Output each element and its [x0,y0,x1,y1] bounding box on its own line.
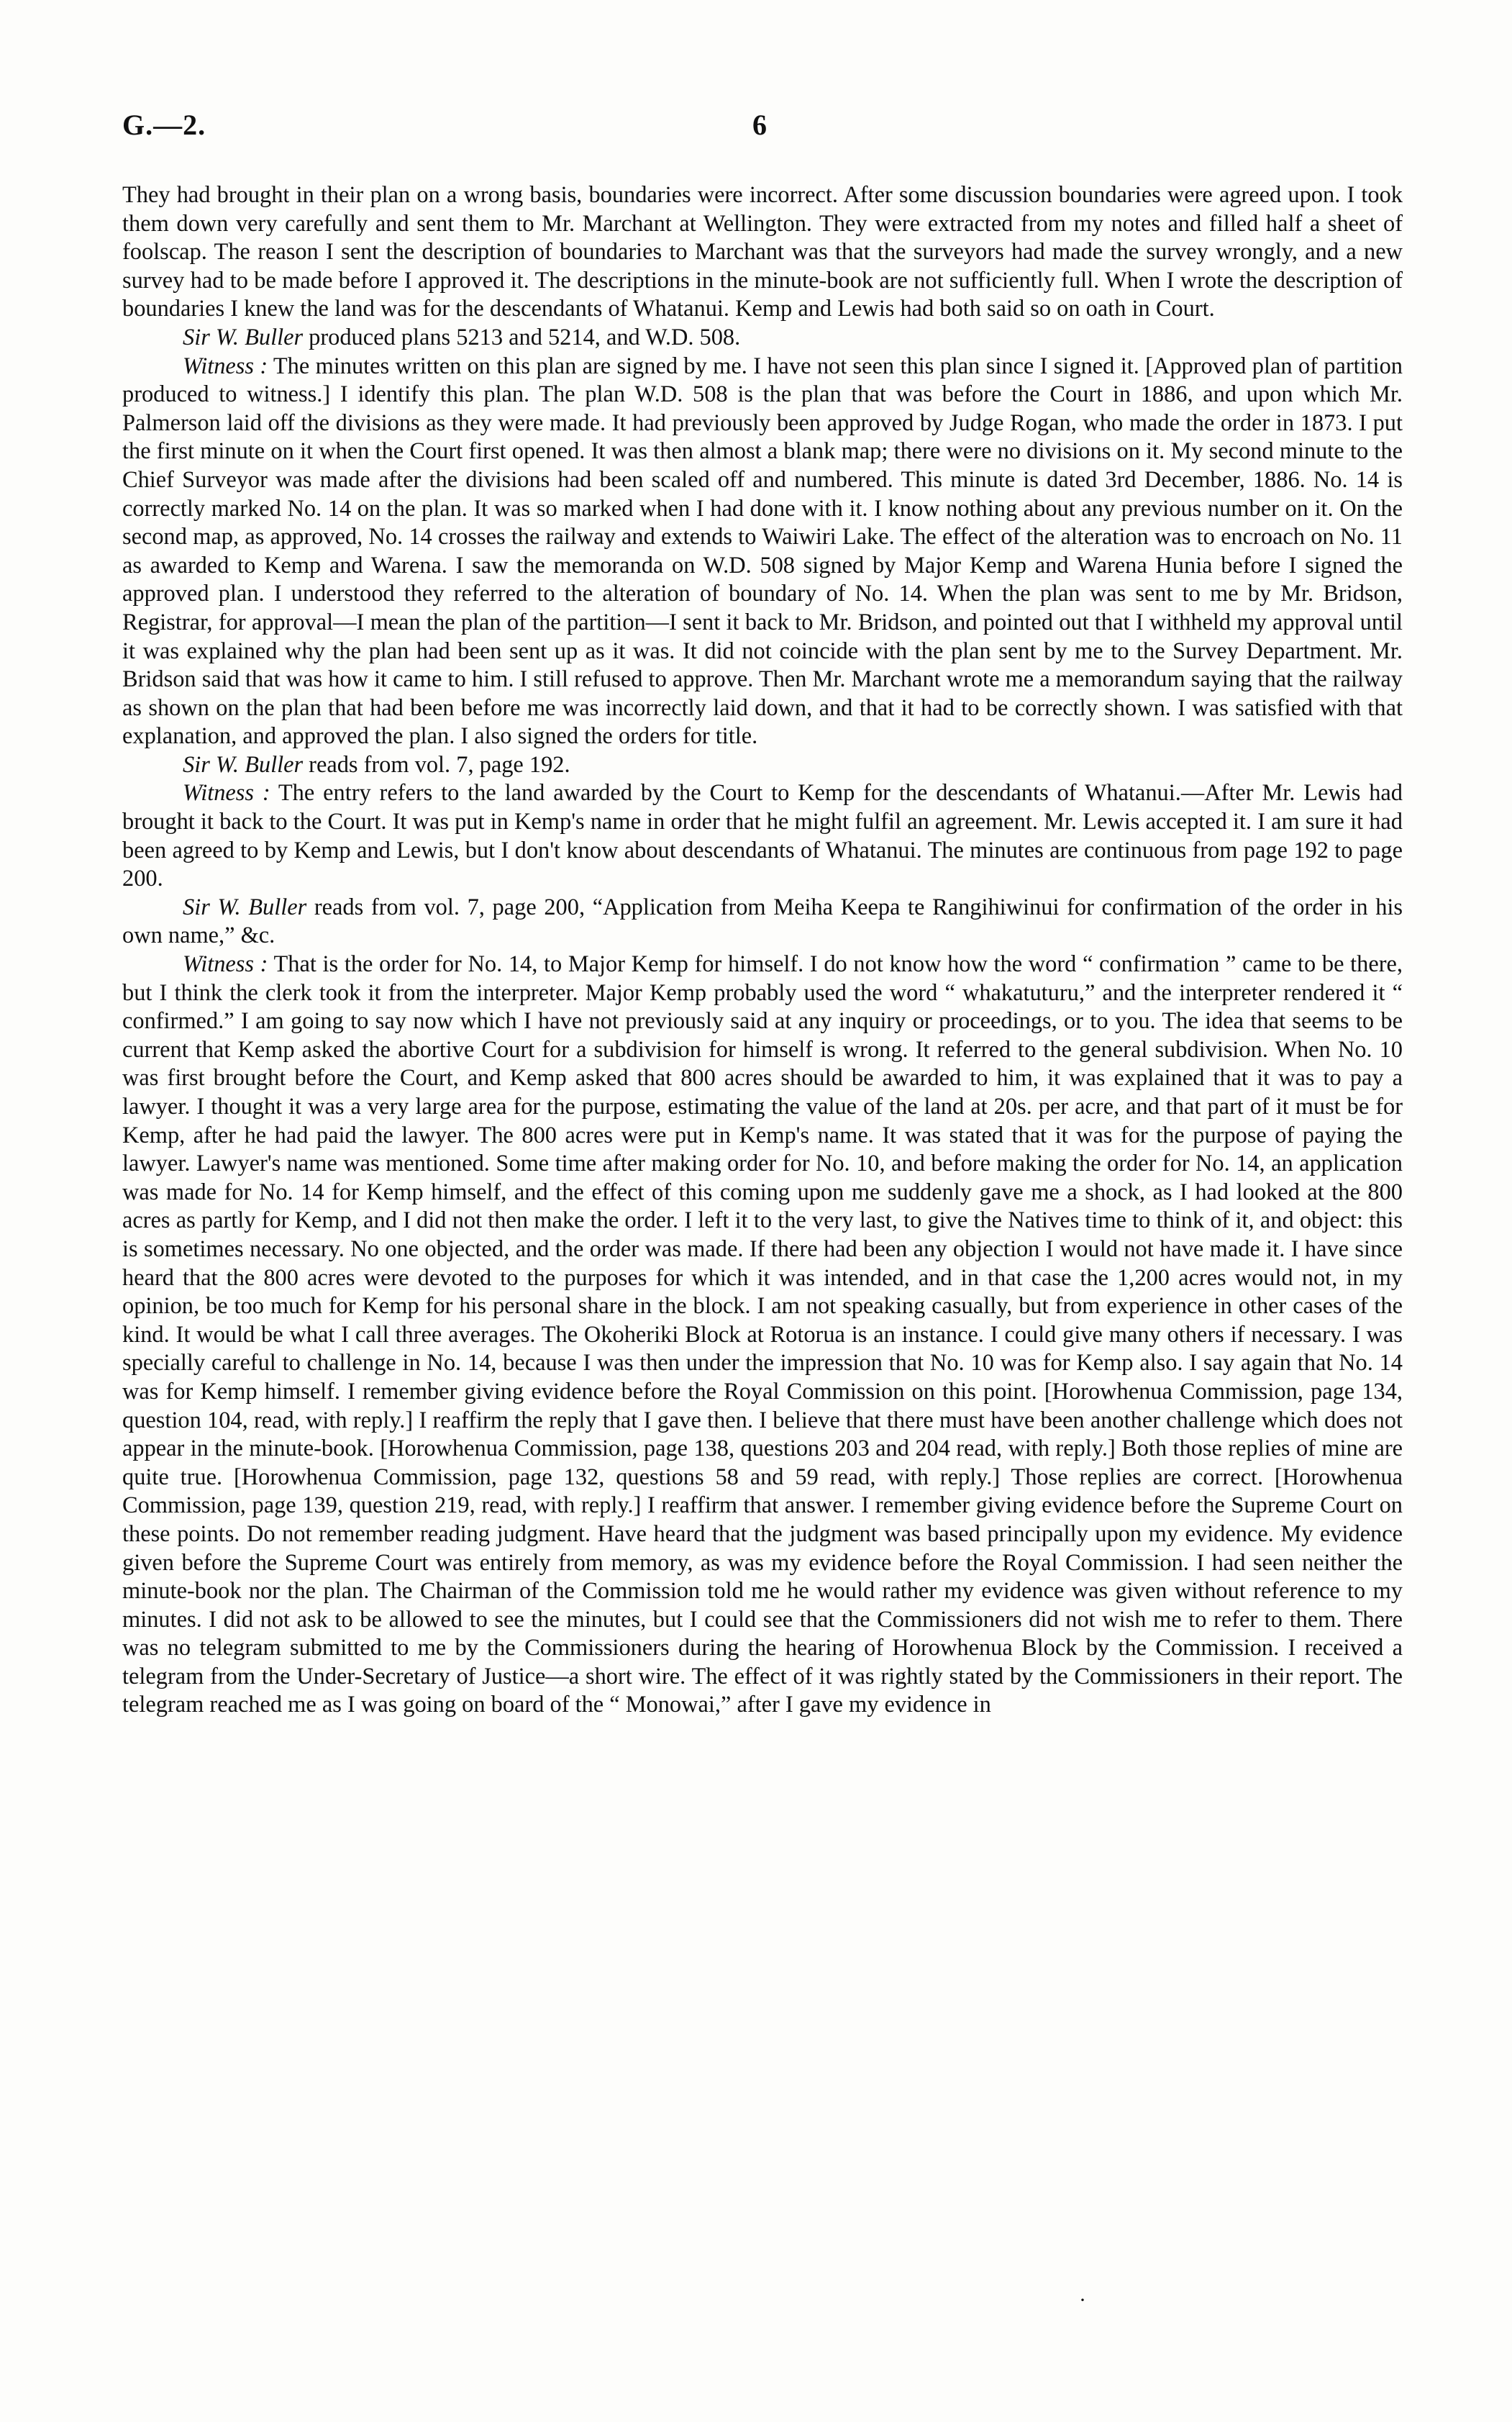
paragraph [122,181,1403,324]
paragraph [122,894,1403,951]
paragraph [122,751,1403,780]
paragraph [122,324,1403,353]
paragraph [122,779,1403,893]
document-reference: G.—2. [122,109,206,141]
paragraph-text: The entry refers to the land awarded by the Court to Kemp for the descendants of Whatanui.—After Mr. Lewis had brought it back to the Court. It was put in Kemp's name in order that he might fulfil an agreement. Mr. Lewis accepted it. I am sure it had been agreed to by Kemp and Lewis, but I don't know about descendants of Whatanui. The minutes are continuous from page 192 to page 200. [122,780,1403,892]
paragraph-text: They had brought in their plan on a wrong basis, boundaries were incorrect. After some discussion boundaries were agreed upon. I took them down very carefully and sent them to Mr. Marchant at Wellington. They were extracted from my notes and filled half a sheet of foolscap. The reason I sent the description of boundaries to Marchant was that the surveyors had made the survey wrongly, and a new survey had to be made before I approved it. The descriptions in the minute-book are not sufficiently full. When I wrote the description of boundaries I knew the land was for the descendants of Whatanui. Kemp and Lewis had both said so on oath in Court. [122,182,1403,322]
paragraph-text: produced plans 5213 and 5214, and W.D. 508. [303,324,741,350]
paragraph-text: reads from vol. 7, page 192. [303,751,570,778]
page-header [122,108,1403,151]
paragraph-text: reads from vol. 7, page 200, “Application from Meiha Keepa te Rangihiwinui for confirmation of the order in his own name,” &c. [122,894,1403,949]
paragraph [122,951,1403,1720]
stray-ink-mark: · [1079,2288,1086,2312]
body-text [122,181,1403,1720]
speaker-label: Sir W. Buller [183,751,304,778]
speaker-label: Sir W. Buller [183,324,304,350]
paragraph-text: The minutes written on this plan are signed by me. I have not seen this plan since I signed it. [Approved plan of partition produced to witness.] I identify this plan. The plan W.D. 508 is the plan that was before the Court in 1886, and upon which Mr. Palmerson laid off the divisions as they were made. It had previously been approved by Judge Rogan, who made the order in 1873. I put the first minute on it when the Court first opened. It was then almost a blank map; there were no divisions on it. My second minute to the Chief Surveyor was made after the divisions had been scaled off and numbered. This minute is dated 3rd December, 1886. No. 14 is correctly marked No. 14 on the plan. It was so marked when I had done with it. I know nothing about any previous number on it. On the second map, as approved, No. 14 crosses the railway and extends to Waiwiri Lake. The effect of the alteration was to encroach on No. 11 as awarded to Kemp and Warena. I saw the memoranda on W.D. 508 signed by Major Kemp and Warena Hunia before I signed the approved plan. I understood they referred to the alteration of boundary of No. 14. When the plan was sent to me by Mr. Bridson, Registrar, for approval—I mean the plan of the partition—I sent it back to Mr. Bridson, and pointed out that I withheld my approval until it was explained why the plan had been sent up as it was. It did not coincide with the plan sent by me to the Survey Department. Mr. Bridson said that was how it came to him. I still refused to approve. Then Mr. Marchant wrote me a memorandum saying that the railway as shown on the plan that had been before me was incorrectly laid down, and that it had to be correctly shown. I was satisfied with that explanation, and approved the plan. I also signed the orders for title. [122,353,1403,750]
paragraph-text: That is the order for No. 14, to Major Kemp for himself. I do not know how the word “ confirmation ” came to be there, but I think the clerk took it from the interpreter. Major Kemp probably used the word “ whakatuturu,” and the interpreter rendered it “ confirmed.” I am going to say now which I have not previously said at any inquiry or proceedings, or to you. The idea that seems to be current that Kemp asked the abortive Court for a subdivision for himself is wrong. It referred to the general subdivision. When No. 10 was first brought before the Court, and Kemp asked that 800 acres should be awarded to him, it was explained that it was to pay a lawyer. I thought it was a very large area for the purpose, estimating the value of the land at 20s. per acre, and that part of it must be for Kemp, after he had paid the lawyer. The 800 acres were put in Kemp's name. It was stated that it was for the purpose of paying the lawyer. Lawyer's name was mentioned. Some time after making order for No. 10, and before making the order for No. 14, an application was made for No. 14 for Kemp himself, and the effect of this coming upon me suddenly gave me a shock, as I had looked at the 800 acres as partly for Kemp, and I did not then make the order. I left it to the very last, to give the Natives time to think of it, and object: this is sometimes necessary. No one objected, and the order was made. If there had been any objection I would not have made it. I have since heard that the 800 acres were devoted to the purposes for which it was intended, and in that case the 1,200 acres would not, in my opinion, be too much for Kemp for his personal share in the block. I am not speaking casually, but from experience in other cases of the kind. It would be what I call three averages. The Okoheriki Block at Rotorua is an instance. I could give many others if necessary. I was specially careful to challenge in No. 14, because I was then under the impression that No. 10 was for Kemp also. I say again that No. 14 was for Kemp himself. I remember giving evidence before the Royal Commission on this point. [Horowhenua Commission, page 134, question 104, read, with reply.] I reaffirm the reply that I gave then. I believe that there must have been another challenge which does not appear in the minute-book. [Horowhenua Commission, page 138, questions 203 and 204 read, with reply.] Both those replies of mine are quite true. [Horowhenua Commission, page 132, questions 58 and 59 read, with reply.] Those replies are correct. [Horowhenua Commission, page 139, question 219, read, with reply.] I reaffirm that answer. I remember giving evidence before the Supreme Court on these points. Do not remember reading judgment. Have heard that the judgment was based principally upon my evidence. My evidence given before the Supreme Court was entirely from memory, as was my evidence before the Royal Commission. I had seen neither the minute-book nor the plan. The Chairman of the Commission told me he would rather my evidence was given without reference to my minutes. I did not ask to be allowed to see the minutes, but I could see that the Commissioners did not wish me to refer to them. There was no telegram submitted to me by the Commissioners during the hearing of Horowhenua Block by the Commission. I received a telegram from the Under-Secretary of Justice—a short wire. The effect of it was rightly stated by the Commissioners in their report. The telegram reached me as I was going on board of the “ Monowai,” after I gave my evidence in [122,951,1403,1718]
speaker-label: Sir W. Buller [183,894,307,920]
paragraph [122,353,1403,751]
speaker-label: Witness : [183,951,268,978]
page-number: 6 [752,109,767,141]
speaker-label: Witness : [183,780,270,807]
speaker-label: Witness : [183,353,268,379]
